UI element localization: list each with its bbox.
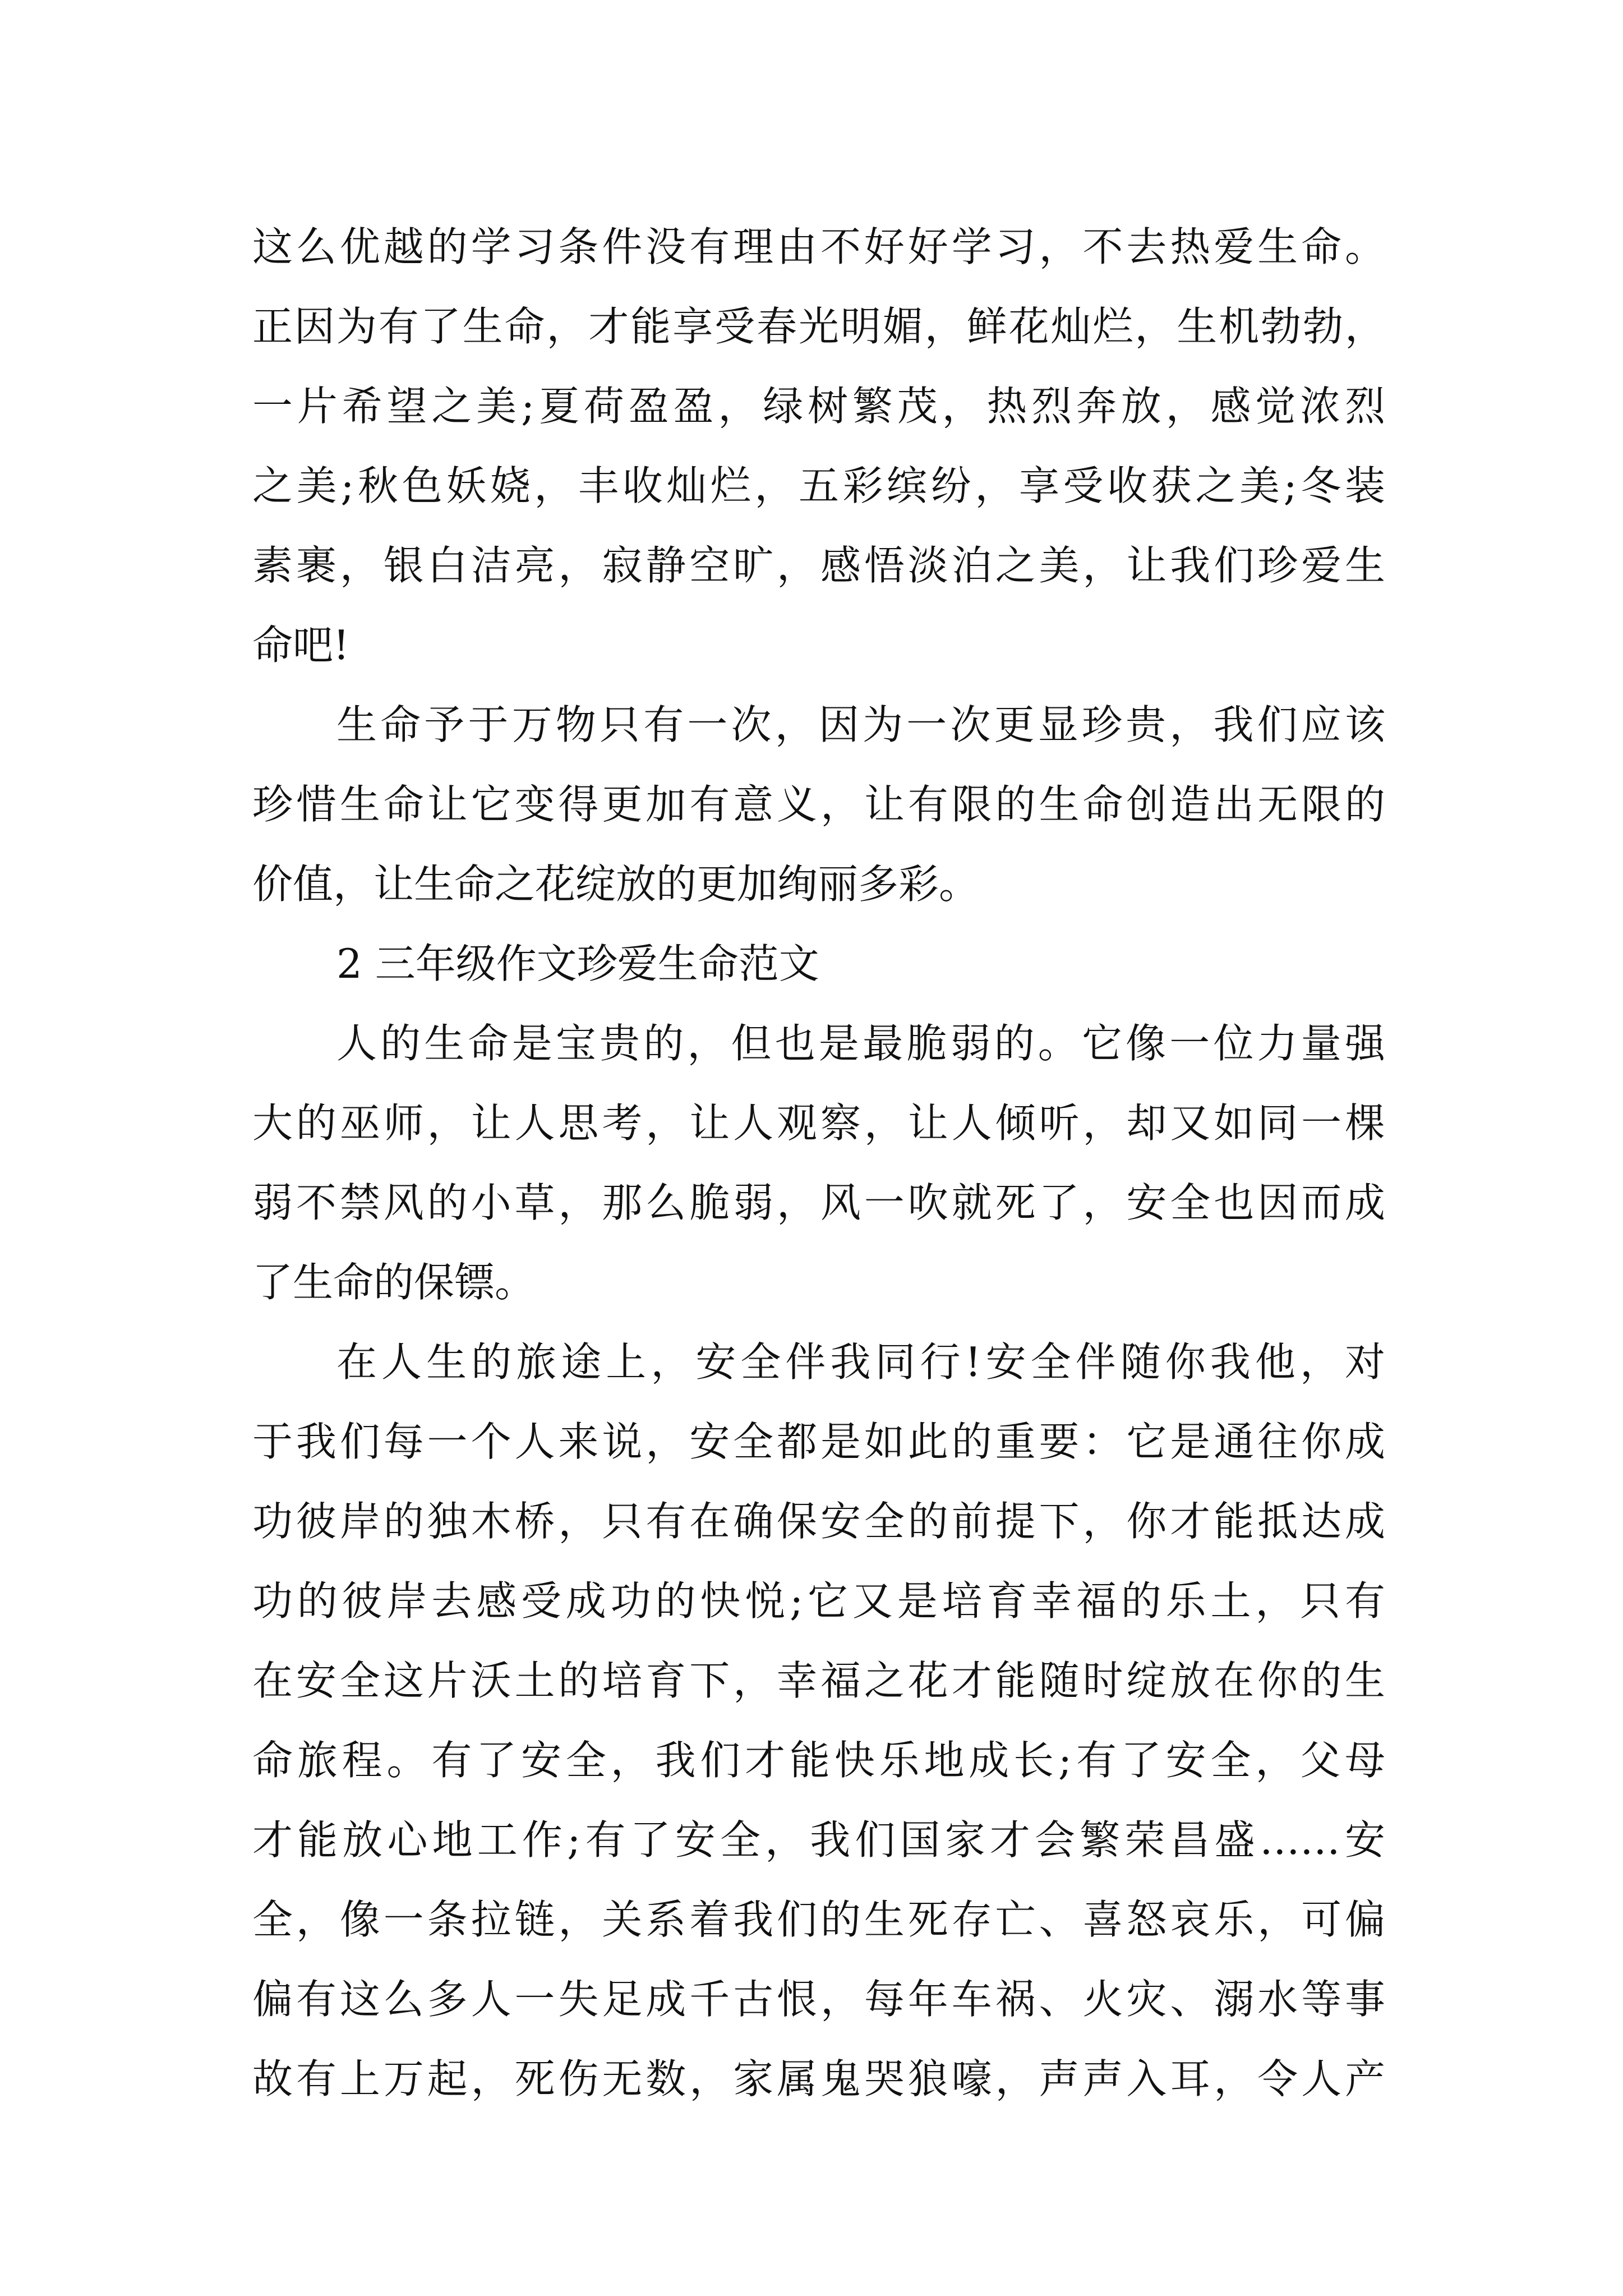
- text-line: 这么优越的学习条件没有理由不好好学习，不去热爱生命。: [252, 223, 1385, 270]
- text-line: 弱不禁风的小草，那么脆弱，风一吹就死了，安全也因而成: [252, 1179, 1385, 1226]
- text-line: 素裹，银白洁亮，寂静空旷，感悟淡泊之美，让我们珍爱生: [252, 542, 1385, 589]
- paragraph-first-line: 人的生命是宝贵的，但也是最脆弱的。它像一位力量强: [336, 1020, 1385, 1067]
- text-line: 命旅程。有了安全，我们才能快乐地成长;有了安全，父母: [252, 1737, 1385, 1784]
- paragraph-first-line: 生命予于万物只有一次，因为一次更显珍贵，我们应该: [336, 701, 1385, 748]
- text-line: 之美;秋色妖娆，丰收灿烂，五彩缤纷，享受收获之美;冬装: [252, 462, 1385, 509]
- text-line: 价值，让生命之花绽放的更加绚丽多彩。: [252, 861, 980, 908]
- text-line: 大的巫师，让人思考，让人观察，让人倾听，却又如同一棵: [252, 1099, 1385, 1147]
- text-line: 在安全这片沃土的培育下，幸福之花才能随时绽放在你的生: [252, 1657, 1385, 1704]
- text-line: 故有上万起，死伤无数，家属鬼哭狼嚎，声声入耳，令人产: [252, 2055, 1385, 2102]
- paragraph-first-line: 在人生的旅途上，安全伴我同行!安全伴随你我他，对: [336, 1338, 1385, 1386]
- text-line: 珍惜生命让它变得更加有意义，让有限的生命创造出无限的: [252, 781, 1385, 828]
- text-line: 命吧!: [252, 622, 349, 669]
- text-line: 正因为有了生命，才能享受春光明媚，鲜花灿烂，生机勃勃，: [252, 303, 1385, 350]
- section-heading: 2 三年级作文珍爱生命范文: [336, 940, 819, 987]
- text-line: 一片希望之美;夏荷盈盈，绿树繁茂，热烈奔放，感觉浓烈: [252, 383, 1385, 430]
- text-line: 于我们每一个人来说，安全都是如此的重要：它是通往你成: [252, 1418, 1385, 1465]
- text-line: 全，像一条拉链，关系着我们的生死存亡、喜怒哀乐，可偏: [252, 1896, 1385, 1943]
- text-line: 偏有这么多人一失足成千古恨，每年车祸、火灾、溺水等事: [252, 1976, 1385, 2023]
- text-line: 功的彼岸去感受成功的快悦;它又是培育幸福的乐土，只有: [252, 1577, 1385, 1625]
- text-line: 才能放心地工作;有了安全，我们国家才会繁荣昌盛……安: [252, 1816, 1385, 1864]
- text-line: 了生命的保镖。: [252, 1259, 536, 1306]
- text-line: 功彼岸的独木桥，只有在确保安全的前提下，你才能抵达成: [252, 1498, 1385, 1545]
